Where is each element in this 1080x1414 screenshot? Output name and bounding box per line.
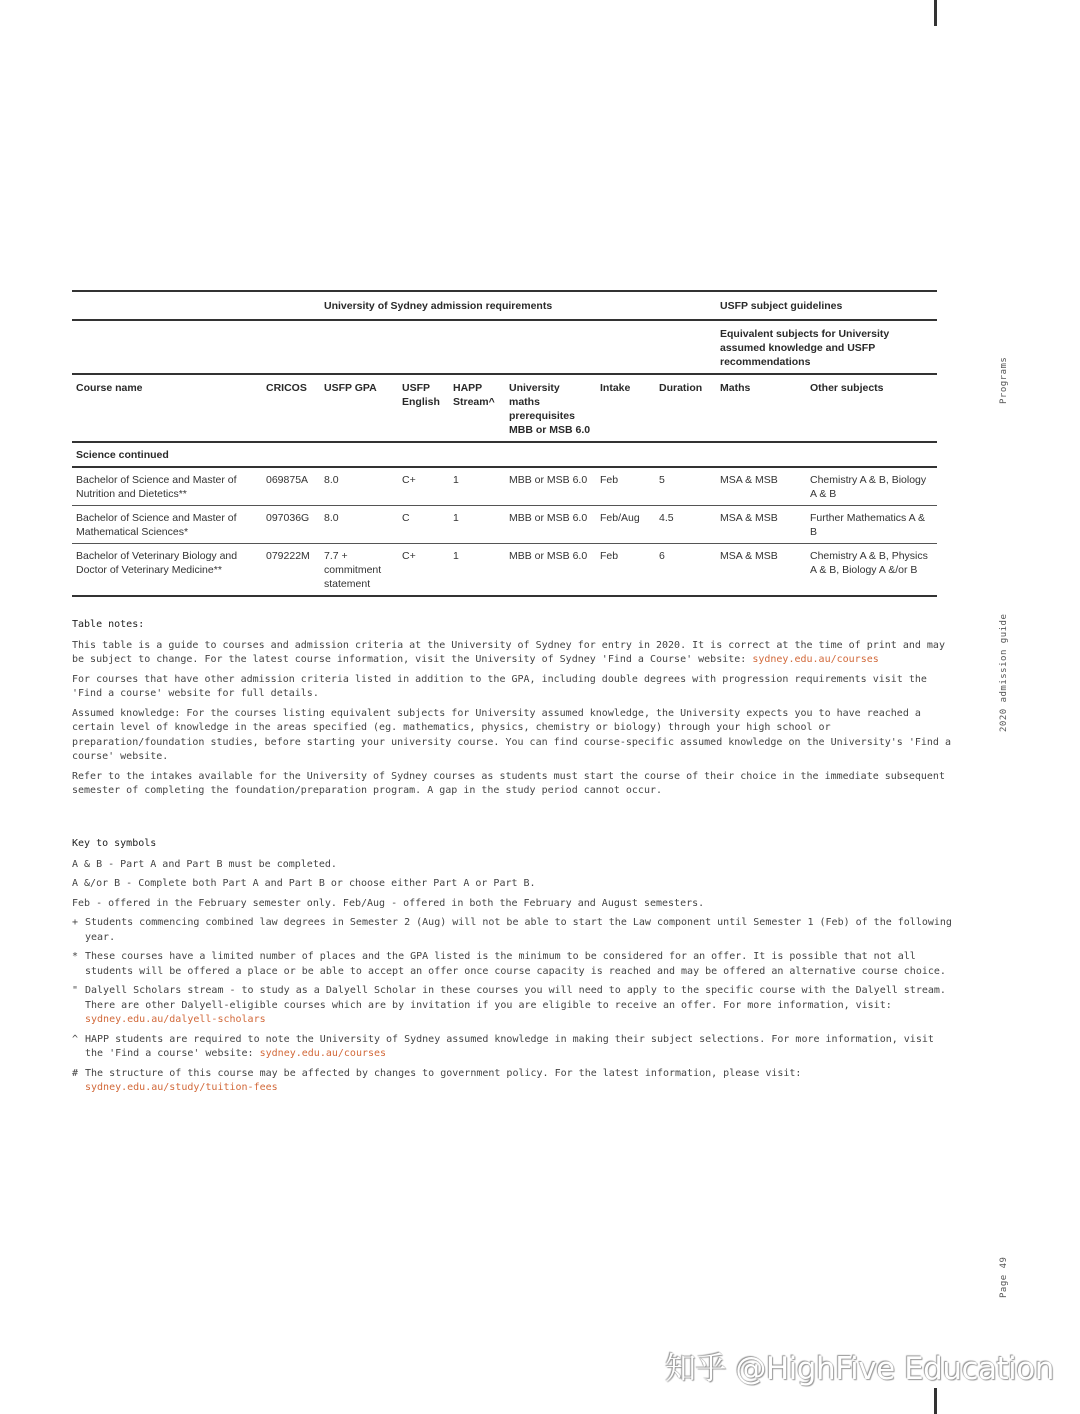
watermark: 知乎 @HighFive Education: [665, 1351, 1054, 1387]
cell-other: Chemistry A & B, Biology A & B: [806, 467, 937, 506]
courses-link[interactable]: sydney.edu.au/courses: [259, 1048, 387, 1059]
table-notes: [72, 618, 952, 804]
cell-cricos: 079222M: [262, 544, 320, 597]
table-row: [72, 467, 937, 506]
sidebar-guide-label: 2020 admission guide: [999, 613, 1009, 732]
group-header-usfp: USFP subject guidelines: [716, 291, 937, 320]
note-paragraph: For courses that have other admission criteria listed in addition to the GPA, including double degrees with progression requirements visit the 'Find a course' website for full details.: [72, 673, 927, 699]
caret-symbol: ^: [72, 1033, 79, 1045]
col-happ: HAPP Stream^: [449, 374, 505, 442]
col-intake: Intake: [596, 374, 655, 442]
sub-header-row: [72, 320, 937, 374]
note-paragraph: Refer to the intakes available for the University of Sydney courses as students must start the course of their choice in the immediate subsequent semester of completing the foundation/preparation program. A gap in the study period cannot occur.: [72, 770, 945, 796]
cell-maths: MSA & MSB: [716, 506, 806, 544]
key-line: A & B - Part A and Part B must be completed.: [72, 858, 337, 870]
column-header-row: [72, 374, 937, 442]
cell-gpa: 7.7 + commitment statement: [320, 544, 398, 597]
cell-english: C: [398, 506, 449, 544]
crop-mark-bottom: [934, 1388, 937, 1414]
key-item-plus: + Students commencing combined law degrees in Semester 2 (Aug) will not be able to start the Law component until Semester 1 (Feb) of the following year.: [72, 916, 952, 945]
asterisk-symbol: *: [72, 951, 79, 962]
cell-gpa: 8.0: [320, 506, 398, 544]
cell-maths: MSA & MSB: [716, 467, 806, 506]
cell-maths-prereq: MBB or MSB 6.0: [505, 544, 596, 597]
note-paragraph: This table is a guide to courses and admission criteria at the University of Sydney for entry in 2020. It is correct at the time of print and may be subject to change. For the latest course information, visit the University of Sydney 'Find a Course' website: sydney.edu.au/courses: [72, 639, 945, 665]
key-line: A &/or B - Complete both Part A and Part B or choose either Part A or Part B.: [72, 878, 536, 889]
key-item-happ: ^ HAPP students are required to note the University of Sydney assumed knowledge in making their subject selections. For more information, visit the 'Find a course' website: sydney.edu.au/courses: [72, 1033, 952, 1062]
cell-intake: Feb: [596, 467, 655, 506]
cell-happ: 1: [449, 544, 505, 597]
col-maths-prereq: University maths prerequisites MBB or MSB 6.0: [505, 374, 596, 442]
cell-other: Further Mathematics A & B: [806, 506, 937, 544]
cell-gpa: 8.0: [320, 467, 398, 506]
cell-happ: 1: [449, 467, 505, 506]
cell-intake: Feb/Aug: [596, 506, 655, 544]
cell-cricos: 097036G: [262, 506, 320, 544]
crop-mark-top: [934, 0, 937, 26]
key-title: Key to symbols: [72, 838, 157, 849]
col-other: Other subjects: [806, 374, 937, 442]
cell-english: C+: [398, 544, 449, 597]
col-maths: Maths: [716, 374, 806, 442]
cell-course-name: Bachelor of Science and Master of Mathematical Sciences*: [72, 506, 262, 544]
key-item-dalyell: " Dalyell Scholars stream - to study as a Dalyell Scholar in these courses you will need to apply to the specific course with the Dalyell stream. There are other Dalyell-eligible courses which are by invitation if you are eligible to receive an offer. For more information, visit: sydney.edu.au/dalyell-scholars: [72, 984, 952, 1028]
cell-intake: Feb: [596, 544, 655, 597]
col-english: USFP English: [398, 374, 449, 442]
hash-symbol: #: [72, 1067, 79, 1079]
double-quote-symbol: ": [72, 985, 79, 996]
sub-header-equivalent: Equivalent subjects for University assumed knowledge and USFP recommendations: [716, 320, 937, 374]
page-number: Page 49: [999, 1256, 1009, 1298]
tuition-fees-link[interactable]: sydney.edu.au/study/tuition-fees: [85, 1082, 278, 1093]
key-item-hash: # The structure of this course may be affected by changes to government policy. For the latest information, please visit: sydney.edu.au/study/tuition-fees: [72, 1067, 952, 1096]
notes-title: Table notes:: [72, 619, 145, 630]
cell-maths: MSA & MSB: [716, 544, 806, 597]
group-header-admission: University of Sydney admission requirements: [320, 291, 716, 320]
sidebar-section-label: Programs: [999, 356, 1009, 404]
col-gpa: USFP GPA: [320, 374, 398, 442]
key-line: Feb - offered in the February semester only. Feb/Aug - offered in both the February and August semesters.: [72, 897, 705, 909]
table-row: [72, 544, 937, 597]
cell-duration: 5: [655, 467, 716, 506]
cell-duration: 6: [655, 544, 716, 597]
key-to-symbols: [72, 837, 952, 1101]
group-header-row: [72, 291, 937, 320]
plus-symbol: +: [72, 917, 79, 928]
key-item-asterisk: * These courses have a limited number of places and the GPA listed is the minimum to be considered for an offer. It is possible that not all students will be offered a place or be able to accept an offer once course capacity is reached and may be offered an alternative course choice.: [72, 950, 952, 979]
cell-course-name: Bachelor of Veterinary Biology and Doctor of Veterinary Medicine**: [72, 544, 262, 597]
courses-link[interactable]: sydney.edu.au/courses: [752, 654, 879, 665]
note-paragraph: Assumed knowledge: For the courses listing equivalent subjects for University assumed knowledge, the University expects you to have reached a certain level of knowledge in the areas specified (eg. mathematics, physics, chemistry or biology) through your high school or preparation/foundation studies, before starting your university course. You can find course-specific assumed knowledge on the University's 'Find a course' website.: [72, 707, 951, 762]
cell-maths-prereq: MBB or MSB 6.0: [505, 467, 596, 506]
dalyell-link[interactable]: sydney.edu.au/dalyell-scholars: [85, 1014, 266, 1025]
table-row: [72, 506, 937, 544]
cell-course-name: Bachelor of Science and Master of Nutrition and Dietetics**: [72, 467, 262, 506]
section-row: [72, 442, 937, 467]
col-cricos: CRICOS: [262, 374, 320, 442]
cell-other: Chemistry A & B, Physics A & B, Biology A &/or B: [806, 544, 937, 597]
col-course-name: Course name: [72, 374, 262, 442]
cell-english: C+: [398, 467, 449, 506]
cell-happ: 1: [449, 506, 505, 544]
cell-cricos: 069875A: [262, 467, 320, 506]
admission-table: [72, 290, 937, 597]
col-duration: Duration: [655, 374, 716, 442]
cell-maths-prereq: MBB or MSB 6.0: [505, 506, 596, 544]
cell-duration: 4.5: [655, 506, 716, 544]
section-title: Science continued: [72, 442, 937, 467]
